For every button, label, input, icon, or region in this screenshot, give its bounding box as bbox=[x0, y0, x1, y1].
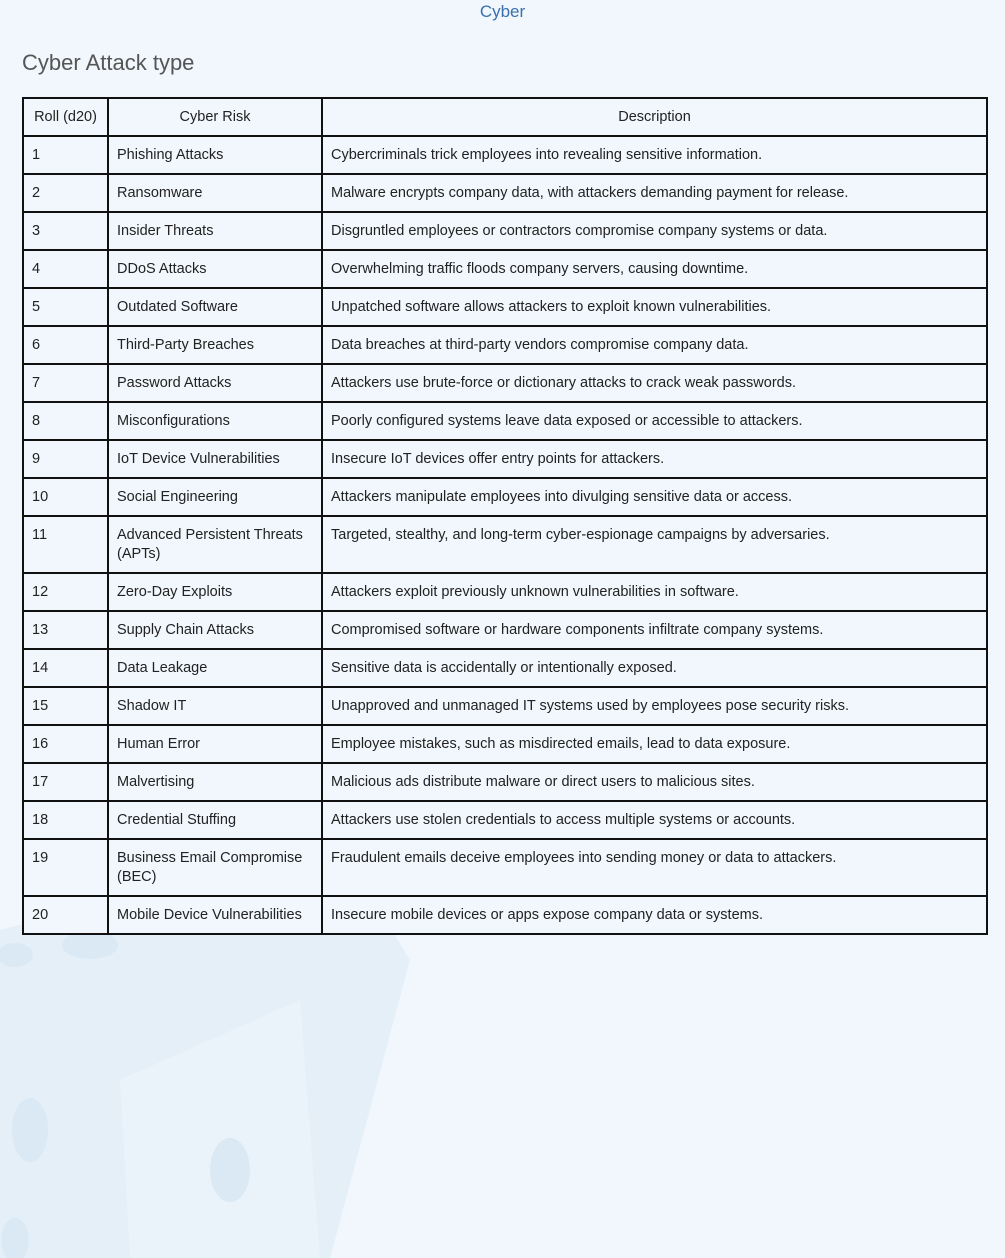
risk-cell: Mobile Device Vulnerabilities bbox=[108, 896, 322, 934]
cyber-attack-table-container bbox=[22, 97, 986, 935]
description-cell: Insecure mobile devices or apps expose company data or systems. bbox=[322, 896, 987, 934]
table-header-row bbox=[23, 98, 987, 136]
table-row bbox=[23, 839, 987, 896]
roll-cell: 5 bbox=[23, 288, 108, 326]
table-row bbox=[23, 288, 987, 326]
roll-cell: 7 bbox=[23, 364, 108, 402]
description-cell: Compromised software or hardware components infiltrate company systems. bbox=[322, 611, 987, 649]
risk-cell: Password Attacks bbox=[108, 364, 322, 402]
risk-cell: Advanced Persistent Threats (APTs) bbox=[108, 516, 322, 573]
page-top-title: Cyber bbox=[479, 2, 526, 21]
header-cyber-risk: Cyber Risk bbox=[108, 98, 322, 136]
risk-cell: Insider Threats bbox=[108, 212, 322, 250]
risk-cell: Business Email Compromise (BEC) bbox=[108, 839, 322, 896]
roll-cell: 11 bbox=[23, 516, 108, 573]
roll-cell: 12 bbox=[23, 573, 108, 611]
description-cell: Targeted, stealthy, and long-term cyber-espionage campaigns by adversaries. bbox=[322, 516, 987, 573]
table-row bbox=[23, 896, 987, 934]
roll-cell: 17 bbox=[23, 763, 108, 801]
table-row bbox=[23, 326, 987, 364]
table-row bbox=[23, 364, 987, 402]
roll-cell: 20 bbox=[23, 896, 108, 934]
description-cell: Malware encrypts company data, with attackers demanding payment for release. bbox=[322, 174, 987, 212]
roll-cell: 6 bbox=[23, 326, 108, 364]
table-row bbox=[23, 136, 987, 174]
header-description: Description bbox=[322, 98, 987, 136]
risk-cell: Data Leakage bbox=[108, 649, 322, 687]
table-row bbox=[23, 801, 987, 839]
risk-cell: Misconfigurations bbox=[108, 402, 322, 440]
roll-cell: 16 bbox=[23, 725, 108, 763]
risk-cell: Outdated Software bbox=[108, 288, 322, 326]
description-cell: Attackers exploit previously unknown vulnerabilities in software. bbox=[322, 573, 987, 611]
roll-cell: 3 bbox=[23, 212, 108, 250]
table-row bbox=[23, 516, 987, 573]
roll-cell: 10 bbox=[23, 478, 108, 516]
risk-cell: Supply Chain Attacks bbox=[108, 611, 322, 649]
cyber-attack-table bbox=[22, 97, 988, 935]
roll-cell: 4 bbox=[23, 250, 108, 288]
description-cell: Attackers use stolen credentials to access multiple systems or accounts. bbox=[322, 801, 987, 839]
risk-cell: Malvertising bbox=[108, 763, 322, 801]
table-row bbox=[23, 174, 987, 212]
table-row bbox=[23, 687, 987, 725]
risk-cell: DDoS Attacks bbox=[108, 250, 322, 288]
description-cell: Cybercriminals trick employees into revealing sensitive information. bbox=[322, 136, 987, 174]
table-row bbox=[23, 611, 987, 649]
risk-cell: Social Engineering bbox=[108, 478, 322, 516]
risk-cell: Phishing Attacks bbox=[108, 136, 322, 174]
table-row bbox=[23, 725, 987, 763]
roll-cell: 1 bbox=[23, 136, 108, 174]
table-row bbox=[23, 212, 987, 250]
description-cell: Fraudulent emails deceive employees into sending money or data to attackers. bbox=[322, 839, 987, 896]
roll-cell: 15 bbox=[23, 687, 108, 725]
description-cell: Data breaches at third-party vendors compromise company data. bbox=[322, 326, 987, 364]
roll-cell: 9 bbox=[23, 440, 108, 478]
table-row bbox=[23, 649, 987, 687]
table-row bbox=[23, 250, 987, 288]
description-cell: Malicious ads distribute malware or direct users to malicious sites. bbox=[322, 763, 987, 801]
roll-cell: 2 bbox=[23, 174, 108, 212]
description-cell: Poorly configured systems leave data exposed or accessible to attackers. bbox=[322, 402, 987, 440]
risk-cell: Zero-Day Exploits bbox=[108, 573, 322, 611]
risk-cell: Ransomware bbox=[108, 174, 322, 212]
table-row bbox=[23, 763, 987, 801]
risk-cell: Credential Stuffing bbox=[108, 801, 322, 839]
risk-cell: IoT Device Vulnerabilities bbox=[108, 440, 322, 478]
table-row bbox=[23, 440, 987, 478]
risk-cell: Human Error bbox=[108, 725, 322, 763]
roll-cell: 14 bbox=[23, 649, 108, 687]
roll-cell: 13 bbox=[23, 611, 108, 649]
description-cell: Disgruntled employees or contractors compromise company systems or data. bbox=[322, 212, 987, 250]
description-cell: Insecure IoT devices offer entry points for attackers. bbox=[322, 440, 987, 478]
roll-cell: 19 bbox=[23, 839, 108, 896]
description-cell: Unpatched software allows attackers to exploit known vulnerabilities. bbox=[322, 288, 987, 326]
description-cell: Attackers manipulate employees into divulging sensitive data or access. bbox=[322, 478, 987, 516]
roll-cell: 8 bbox=[23, 402, 108, 440]
table-row bbox=[23, 573, 987, 611]
description-cell: Employee mistakes, such as misdirected emails, lead to data exposure. bbox=[322, 725, 987, 763]
description-cell: Overwhelming traffic floods company servers, causing downtime. bbox=[322, 250, 987, 288]
roll-cell: 18 bbox=[23, 801, 108, 839]
risk-cell: Shadow IT bbox=[108, 687, 322, 725]
table-row bbox=[23, 478, 987, 516]
description-cell: Attackers use brute-force or dictionary attacks to crack weak passwords. bbox=[322, 364, 987, 402]
risk-cell: Third-Party Breaches bbox=[108, 326, 322, 364]
description-cell: Unapproved and unmanaged IT systems used by employees pose security risks. bbox=[322, 687, 987, 725]
header-roll: Roll (d20) bbox=[23, 98, 108, 136]
section-heading: Cyber Attack type bbox=[22, 50, 195, 75]
table-row bbox=[23, 402, 987, 440]
description-cell: Sensitive data is accidentally or intentionally exposed. bbox=[322, 649, 987, 687]
